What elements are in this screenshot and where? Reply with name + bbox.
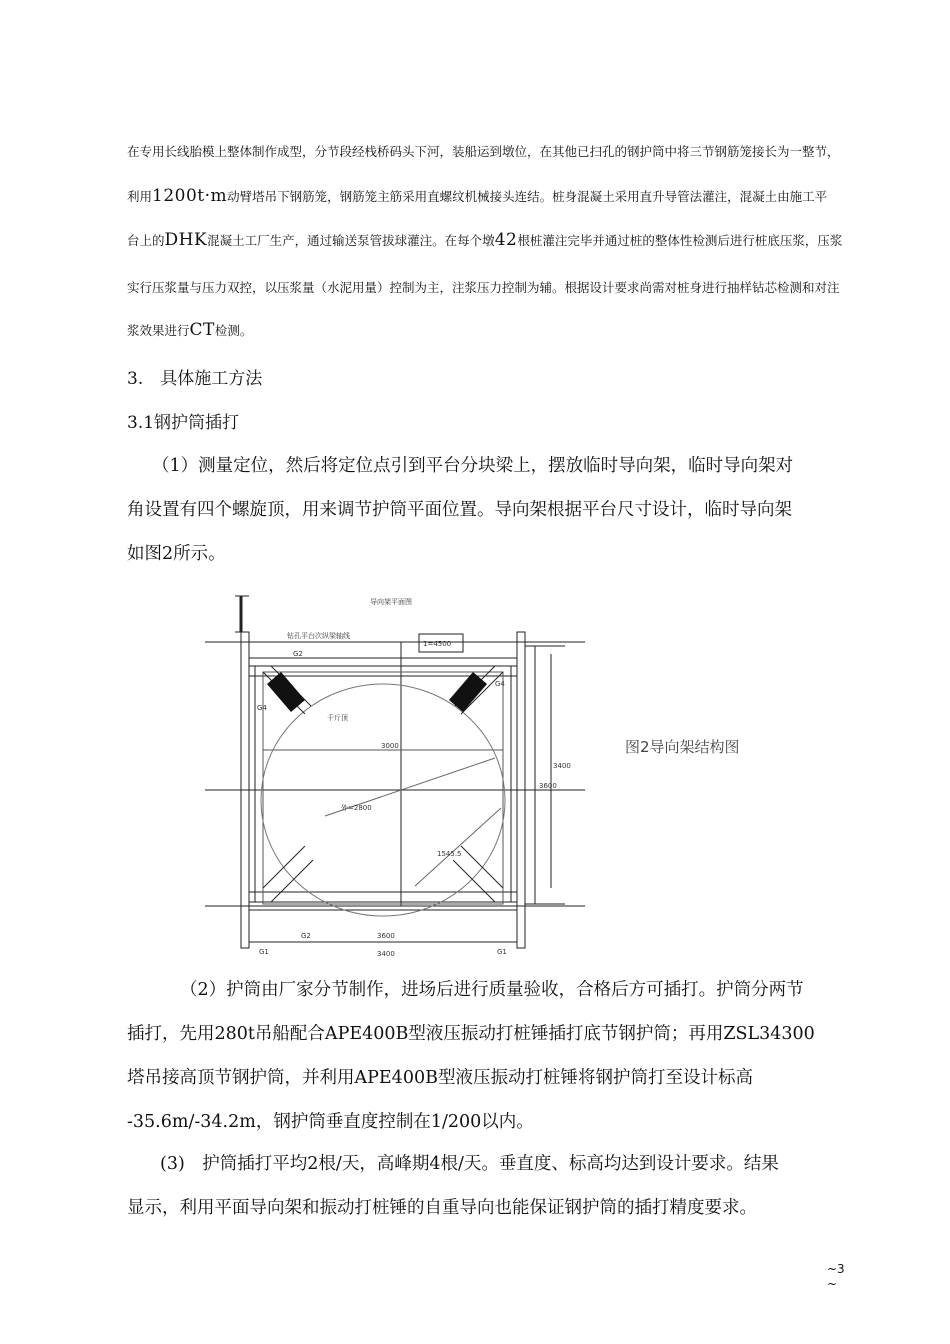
figure-dim-bottom2: 3600 [377, 932, 395, 940]
step1-line-2: 角设置有四个螺旋顶，用来调节护筒平面位置。导向架根据平台尺寸设计，临时导向架 [127, 500, 792, 520]
figure-g2-top: G2 [293, 650, 303, 658]
page-number-line-1: ~3 [827, 1262, 845, 1276]
intro-line-2 [127, 186, 827, 206]
section-heading: 3. 具体施工方法 [127, 369, 263, 389]
text-run: 1200t·m [152, 186, 228, 206]
page-number-line-2: ~ [827, 1277, 838, 1291]
step1-line-3: 如图2所示。 [127, 544, 226, 564]
intro-line-4: 实行压浆量与压力双控，以压浆量（水泥用量）控制为主，注浆压力控制为辅。根据设计要求尚需对桩身进行抽样钻芯检测和对注 [127, 280, 840, 295]
figure-g4-right: G4 [495, 680, 505, 688]
page-number [827, 1262, 845, 1292]
intro-line-5 [127, 320, 252, 340]
text-run: 42 [494, 230, 518, 250]
text-run: 检测。 [214, 323, 253, 338]
figure-title: 导向架平面图 [370, 598, 412, 606]
figure-dim-circle: 外=2800 [341, 804, 372, 812]
step1-line-1: （1）测量定位，然后将定位点引到平台分块梁上，摆放临时导向架，临时导向架对 [152, 456, 794, 476]
step3-line-1: (3) 护筒插打平均2根/天，高峰期4根/天。垂直度、标高均达到设计要求。结果 [160, 1154, 779, 1174]
figure-axis-label: 钻孔平台次纵梁轴线 [287, 632, 350, 640]
figure-g2-bottom: G2 [301, 932, 311, 940]
figure-dim-small: 1=4500 [423, 640, 452, 648]
text-run: 利用 [127, 189, 153, 204]
text-run: 浆效果进行 [127, 323, 190, 338]
text-run: 根桩灌注完毕并通过桩的整体性检测后进行桩底压浆，压浆 [517, 233, 843, 248]
text-run: CT [189, 320, 215, 340]
figure-g4-left: G4 [257, 704, 267, 712]
step3-line-2: 显示，利用平面导向架和振动打桩锤的自重导向也能保证钢护筒的插打精度要求。 [127, 1198, 757, 1218]
figure-caption: 图2导向架结构图 [625, 738, 740, 756]
step2-line-3: 塔吊接高顶节钢护筒，并利用APE400B型液压振动打桩锤将钢护筒打至设计标高 [127, 1068, 753, 1088]
figure-dim-bottom: 3400 [377, 950, 395, 958]
intro-line-3 [127, 230, 842, 250]
step2-line-4: -35.6m/-34.2m，钢护筒垂直度控制在1/200以内。 [127, 1112, 534, 1132]
figure-g1-right: G1 [497, 948, 507, 956]
figure-dim-right2: 3400 [553, 762, 571, 770]
figure-dim-right1: 3600 [539, 782, 557, 790]
figure-g1-left: G1 [259, 948, 269, 956]
step2-line-1: （2）护筒由厂家分节制作，进场后进行质量验收，合格后方可插打。护筒分两节 [180, 980, 804, 1000]
step2-line-2: 插打，先用280t吊船配合APE400B型液压振动打桩锤插打底节钢护筒；再用ZSL34300 [127, 1024, 815, 1044]
guide-frame-drawing [205, 588, 585, 960]
figure-dim-diag: 1545.5 [437, 850, 462, 858]
subsection-heading: 3.1钢护筒插打 [127, 413, 240, 433]
text-run: 台上的 [127, 233, 165, 248]
text-run: 混凝土工厂生产，通过输送泵管拔球灌注。在每个墩 [207, 233, 495, 248]
figure-jack-label: 千斤顶 [327, 714, 348, 722]
intro-line-1: 在专用长线胎模上整体制作成型，分节段经栈桥码头下河，装船运到墩位，在其他已扫孔的钢护筒中将三节钢筋笼接长为一整节， [127, 144, 840, 159]
figure-dim-inner: 3000 [381, 742, 399, 750]
text-run: DHK [164, 230, 208, 250]
text-run: 动臂塔吊下钢筋笼，钢筋笼主筋采用直螺纹机械接头连结。桩身混凝土采用直升导管法灌注，混凝土由施工平 [227, 189, 828, 204]
